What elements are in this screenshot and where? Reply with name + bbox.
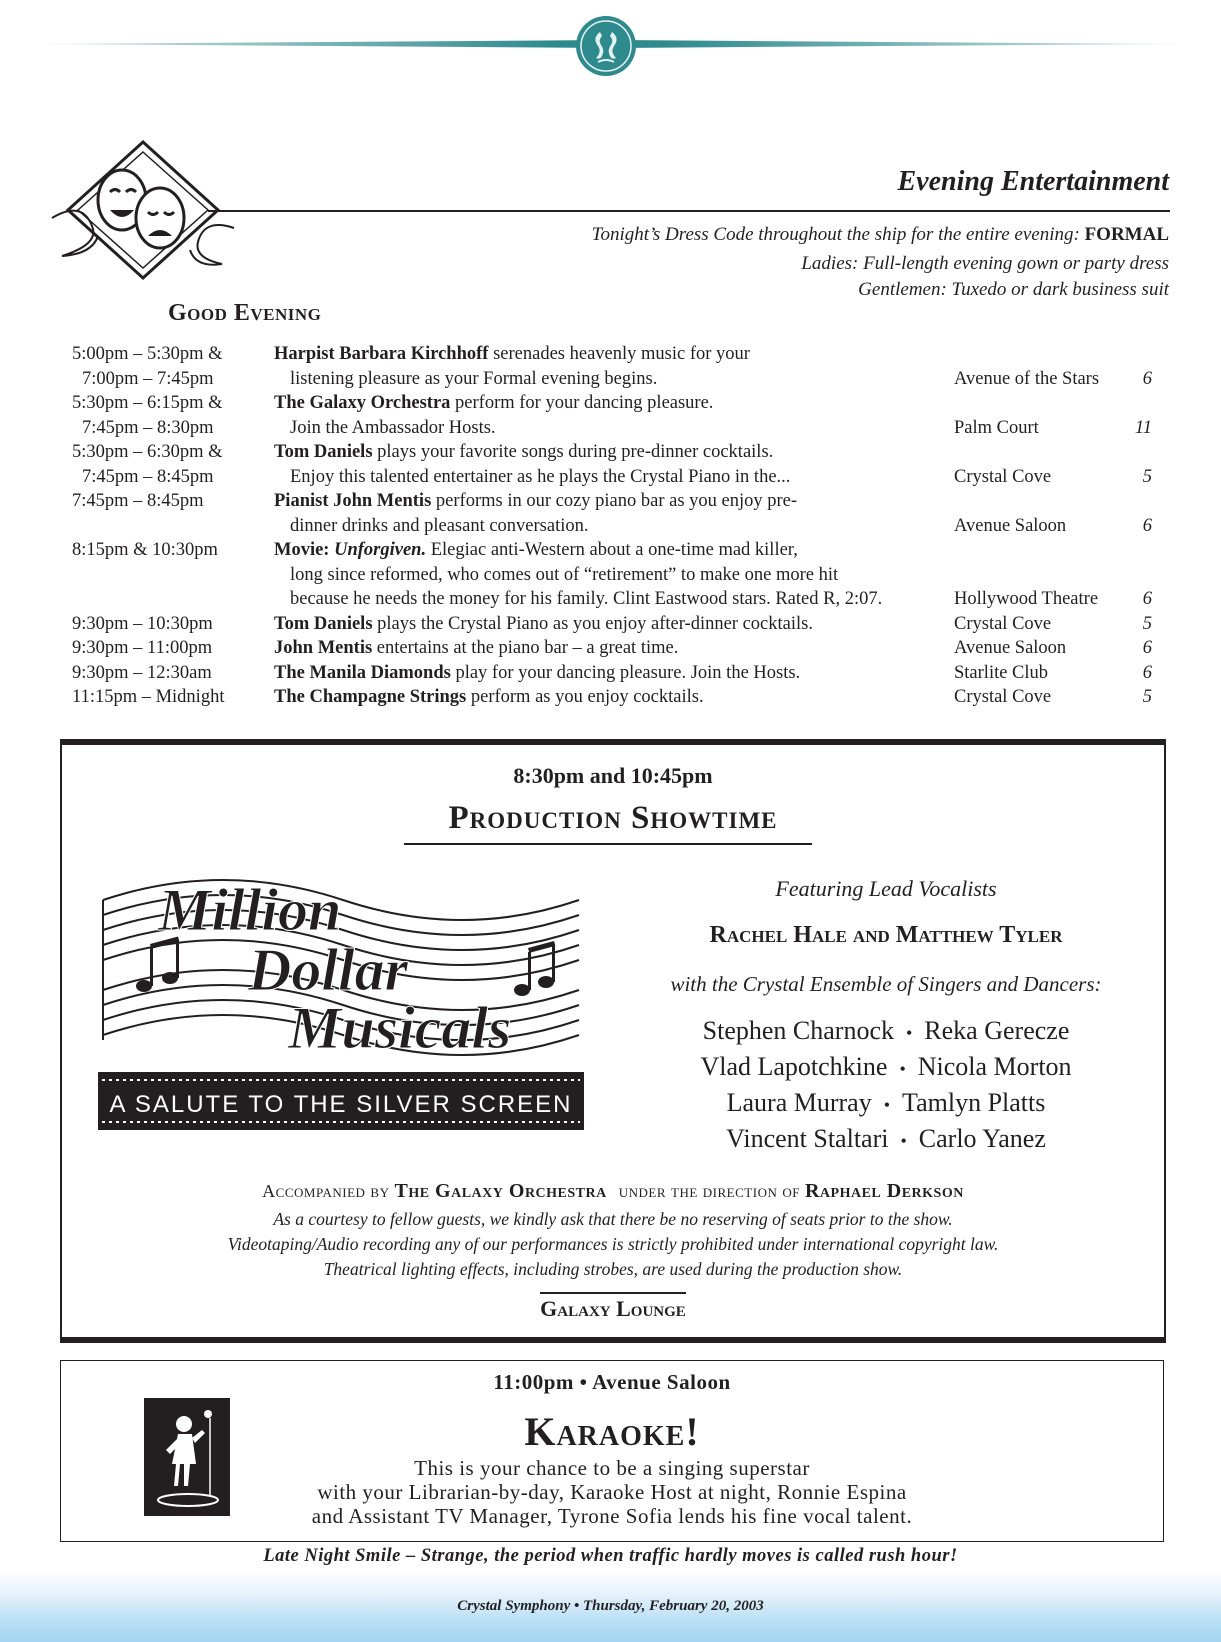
title-rule [208, 210, 1170, 212]
page-title: Evening Entertainment [897, 166, 1169, 197]
schedule-item [72, 391, 1172, 440]
cast-row: Vlad Lapotchkine • Nicola Morton [700, 1052, 1072, 1082]
karaoke-line: with your Librarian-by-day, Karaoke Host at night, Ronnie Espina [317, 1480, 907, 1504]
logo-banner: A SALUTE TO THE SILVER SCREEN [109, 1091, 573, 1118]
event-venue: Hollywood Theatre [954, 589, 1099, 609]
schedule-item [72, 661, 1172, 686]
logo-word-dollar: Dollar [248, 937, 409, 1003]
event-deck: 6 [1142, 368, 1152, 389]
notice-strobes: Theatrical lighting effects, including strobes, are used during the production show. [323, 1259, 903, 1279]
schedule-item [72, 440, 1172, 489]
event-deck: 6 [1142, 589, 1152, 609]
schedule-list [72, 342, 1172, 710]
dress-code-line [592, 224, 1169, 246]
event-venue: Crystal Cove [954, 613, 1052, 634]
dress-code-gentlemen: Gentlemen: Tuxedo or dark business suit [858, 279, 1169, 300]
million-dollar-musicals-logo [98, 840, 584, 1140]
event-deck: 5 [1142, 687, 1152, 707]
event-description: The Manila Diamonds play for your dancing pleasure. Join the Hosts. [274, 662, 801, 683]
event-venue: Crystal Cove [954, 466, 1052, 487]
schedule-item [72, 342, 1172, 391]
karaoke-time: 11:00pm • Avenue Saloon [493, 1370, 731, 1394]
logo-word-musicals: Musicals [288, 995, 512, 1061]
event-description: Pianist John Mentis performs in our cozy piano bar as you enjoy pre- dinner drinks and pleasant conversation. [274, 491, 798, 536]
event-venue: Avenue of the Stars [954, 368, 1100, 389]
schedule-item [72, 685, 1172, 710]
event-venue: Avenue Saloon [954, 515, 1067, 536]
cast-row: Laura Murray • Tamlyn Platts [726, 1088, 1046, 1118]
event-venue: Palm Court [954, 417, 1039, 438]
event-time: 9:30pm – 11:00pm [72, 638, 213, 658]
karaoke-line: and Assistant TV Manager, Tyrone Sofia lends his fine vocal talent. [311, 1504, 913, 1528]
cast-row: Vincent Staltari • Carlo Yanez [726, 1124, 1046, 1154]
ensemble-intro: with the Crystal Ensemble of Singers and Dancers: [670, 972, 1102, 996]
dress-code-value: FORMAL [1084, 224, 1169, 245]
event-deck: 6 [1142, 515, 1152, 536]
event-venue: Starlite Club [954, 662, 1049, 683]
karaoke-title: Karaoke! [524, 1409, 700, 1454]
event-time: 5:00pm – 5:30pm & 7:00pm – 7:45pm [72, 344, 223, 389]
event-time: 9:30pm – 10:30pm [72, 613, 213, 634]
notice-recording: Videotaping/Audio recording any of our performances is strictly prohibited under international copyright law. [227, 1234, 999, 1254]
karaoke-line: This is your chance to be a singing superstar [414, 1456, 810, 1480]
event-description: Tom Daniels plays your favorite songs during pre-dinner cocktails. Enjoy this talented entertainer as he plays the Crystal Piano in the... [274, 442, 791, 487]
event-deck: 6 [1142, 662, 1152, 683]
event-deck: 6 [1142, 638, 1152, 658]
event-venue: Avenue Saloon [954, 638, 1067, 658]
late-night-smile: Late Night Smile – Strange, the period when traffic hardly moves is called rush hour! [263, 1546, 958, 1566]
event-description: The Champagne Strings perform as you enjoy cocktails. [274, 687, 704, 707]
event-description: Tom Daniels plays the Crystal Piano as you enjoy after-dinner cocktails. [274, 613, 813, 634]
event-time: 5:30pm – 6:30pm & 7:45pm – 8:45pm [72, 442, 223, 487]
event-description: John Mentis entertains at the piano bar – a great time. [274, 638, 679, 658]
notice-seats: As a courtesy to fellow guests, we kindly ask that there be no reserving of seats prior to the show. [273, 1209, 953, 1229]
production-venue: Galaxy Lounge [60, 1296, 1166, 1322]
cast-list [626, 1014, 1146, 1158]
event-deck: 5 [1142, 613, 1152, 634]
dress-code-ladies: Ladies: Full-length evening gown or party dress [801, 253, 1169, 274]
event-time: 5:30pm – 6:15pm & 7:45pm – 8:30pm [72, 393, 223, 438]
event-time: 8:15pm & 10:30pm [72, 540, 218, 560]
event-time: 9:30pm – 12:30am [72, 662, 212, 683]
event-deck: 11 [1134, 417, 1152, 438]
cast-row: Stephen Charnock • Reka Gerecze [702, 1016, 1070, 1045]
schedule-item [72, 612, 1172, 637]
theatre-masks-icon [48, 140, 238, 290]
footer-text: Crystal Symphony • Thursday, February 20, 2003 [457, 1598, 764, 1614]
event-description: The Galaxy Orchestra perform for your dancing pleasure. Join the Ambassador Hosts. [274, 393, 714, 438]
event-deck: 5 [1142, 466, 1152, 487]
lead-vocalists: Rachel Hale and Matthew Tyler [709, 922, 1063, 948]
event-time: 11:15pm – Midnight [72, 687, 225, 707]
featuring-label: Featuring Lead Vocalists [775, 876, 997, 901]
logo-word-million: Million [158, 877, 342, 943]
schedule-item [72, 636, 1172, 661]
production-title: Production Showtime [448, 800, 778, 836]
event-venue: Crystal Cove [954, 687, 1052, 707]
section-heading: Good Evening [168, 300, 322, 326]
event-time: 7:45pm – 8:45pm [72, 491, 204, 511]
accompaniment-line: Accompanied by The Galaxy Orchestra under the direction of Raphael Derkson [262, 1180, 964, 1202]
seahorse-emblem-icon [574, 14, 638, 78]
event-description: Harpist Barbara Kirchhoff serenades heavenly music for your listening pleasure as your Formal evening begins. [274, 344, 750, 389]
dress-code-prefix: Tonight’s Dress Code throughout the ship for the entire evening: [591, 224, 1080, 245]
schedule-item [72, 538, 1172, 612]
schedule-item [72, 489, 1172, 538]
production-time: 8:30pm and 10:45pm [513, 763, 713, 788]
event-description: Movie: Unforgiven. Elegiac anti-Western about a one-time mad killer, long since reformed, who comes out of “retirement” to make one more hit because he needs the money for his family. Clint Eastwood stars. Rated R, 2:07. [274, 540, 883, 609]
